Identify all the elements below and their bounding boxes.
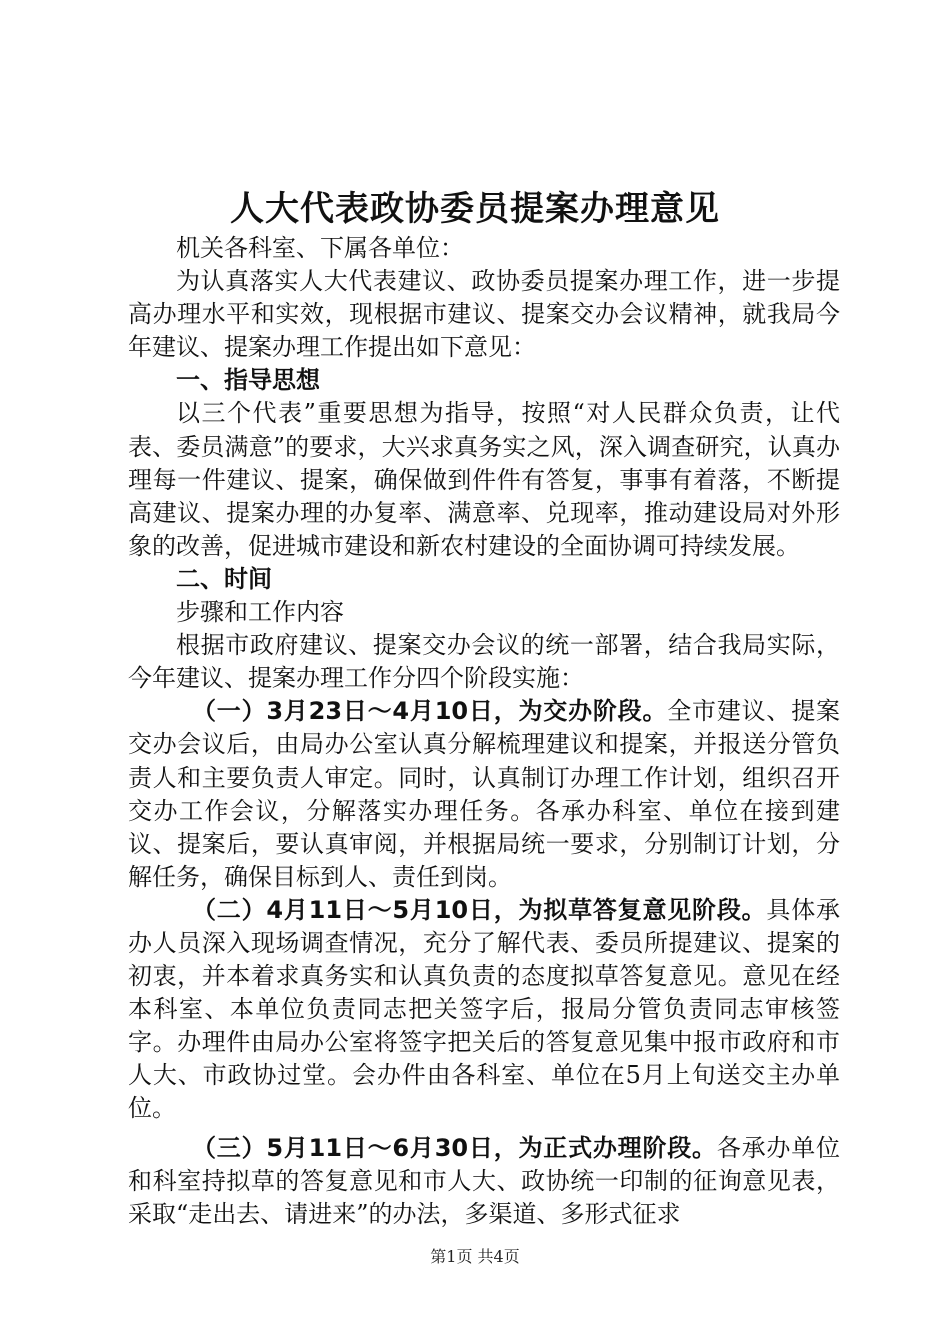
intro-paragraph: 为认真落实人大代表建议、政协委员提案办理工作，进一步提高办理水平和实效，现根据市建议、提案交办会议精神，就我局今年建议、提案办理工作提出如下意见：	[128, 267, 840, 362]
stage-lead-2: （二）4月11日～5月10日，为拟草答复意见阶段。	[192, 895, 767, 924]
section-paragraph-guiding-thought: 以三个代表”重要思想为指导，按照“对人民群众负责，让代表、委员满意”的要求，大兴求真务实之风，深入调查研究，认真办理每一件建议、提案，确保做到件件有答复，事事有着落，不断提高建议、提案办理的办复率、满意率、兑现率，推动建设局对外形象的改善，促进城市建设和新农村建设的全面协调可持续发展。	[128, 399, 840, 560]
section-heading-time: 二、时间	[176, 564, 272, 593]
stage-text-2: 具体承办人员深入现场调查情况，充分了解代表、委员所提建议、提案的初衷，并本着求真务实和认真负责的态度拟草答复意见。意见在经本科室、本单位负责同志把关签字后，报局分管负责同志审核签字。办理件由局办公室将签字把关后的答复意见集中报市政府和市人大、市政协过堂。会办件由各科室、单位在5月上旬送交主办单位。	[128, 895, 841, 1123]
stage-paragraph-3	[128, 1132, 840, 1231]
document-title: 人大代表政协委员提案办理意见	[230, 189, 720, 229]
stage-lead-3: （三）5月11日～6月30日，为正式办理阶段。	[192, 1133, 717, 1162]
salutation: 机关各科室、下属各单位：	[176, 234, 464, 262]
stage-lead-1: （一）3月23日～4月10日，为交办阶段。	[192, 697, 668, 726]
stage-paragraph-2	[128, 894, 840, 1126]
section-subheading-steps: 步骤和工作内容	[176, 598, 344, 627]
section-paragraph-steps: 根据市政府建议、提案交办会议的统一部署，结合我局实际，今年建议、提案办理工作分四个阶段实施：	[128, 631, 840, 693]
stage-text-3: 各承办单位和科室持拟草的答复意见和市人大、政协统一印制的征询意见表，采取“走出去、请进来”的办法，多渠道、多形式征求	[128, 1133, 840, 1228]
page-footer: 第1页 共4页	[430, 1247, 520, 1266]
document-body	[128, 232, 840, 1231]
stage-paragraph-1	[128, 695, 840, 894]
stage-text-1: 全市建议、提案交办会议后，由局办公室认真分解梳理建议和提案，并报送分管负责人和主要负责人审定。同时，认真制订办理工作计划，组织召开交办工作会议，分解落实办理任务。各承办科室、单位在接到建议、提案后，要认真审阅，并根据局统一要求，分别制订计划，分解任务，确保目标到人、责任到岗。	[128, 697, 841, 891]
section-heading-guiding-thought: 一、指导思想	[176, 366, 320, 395]
